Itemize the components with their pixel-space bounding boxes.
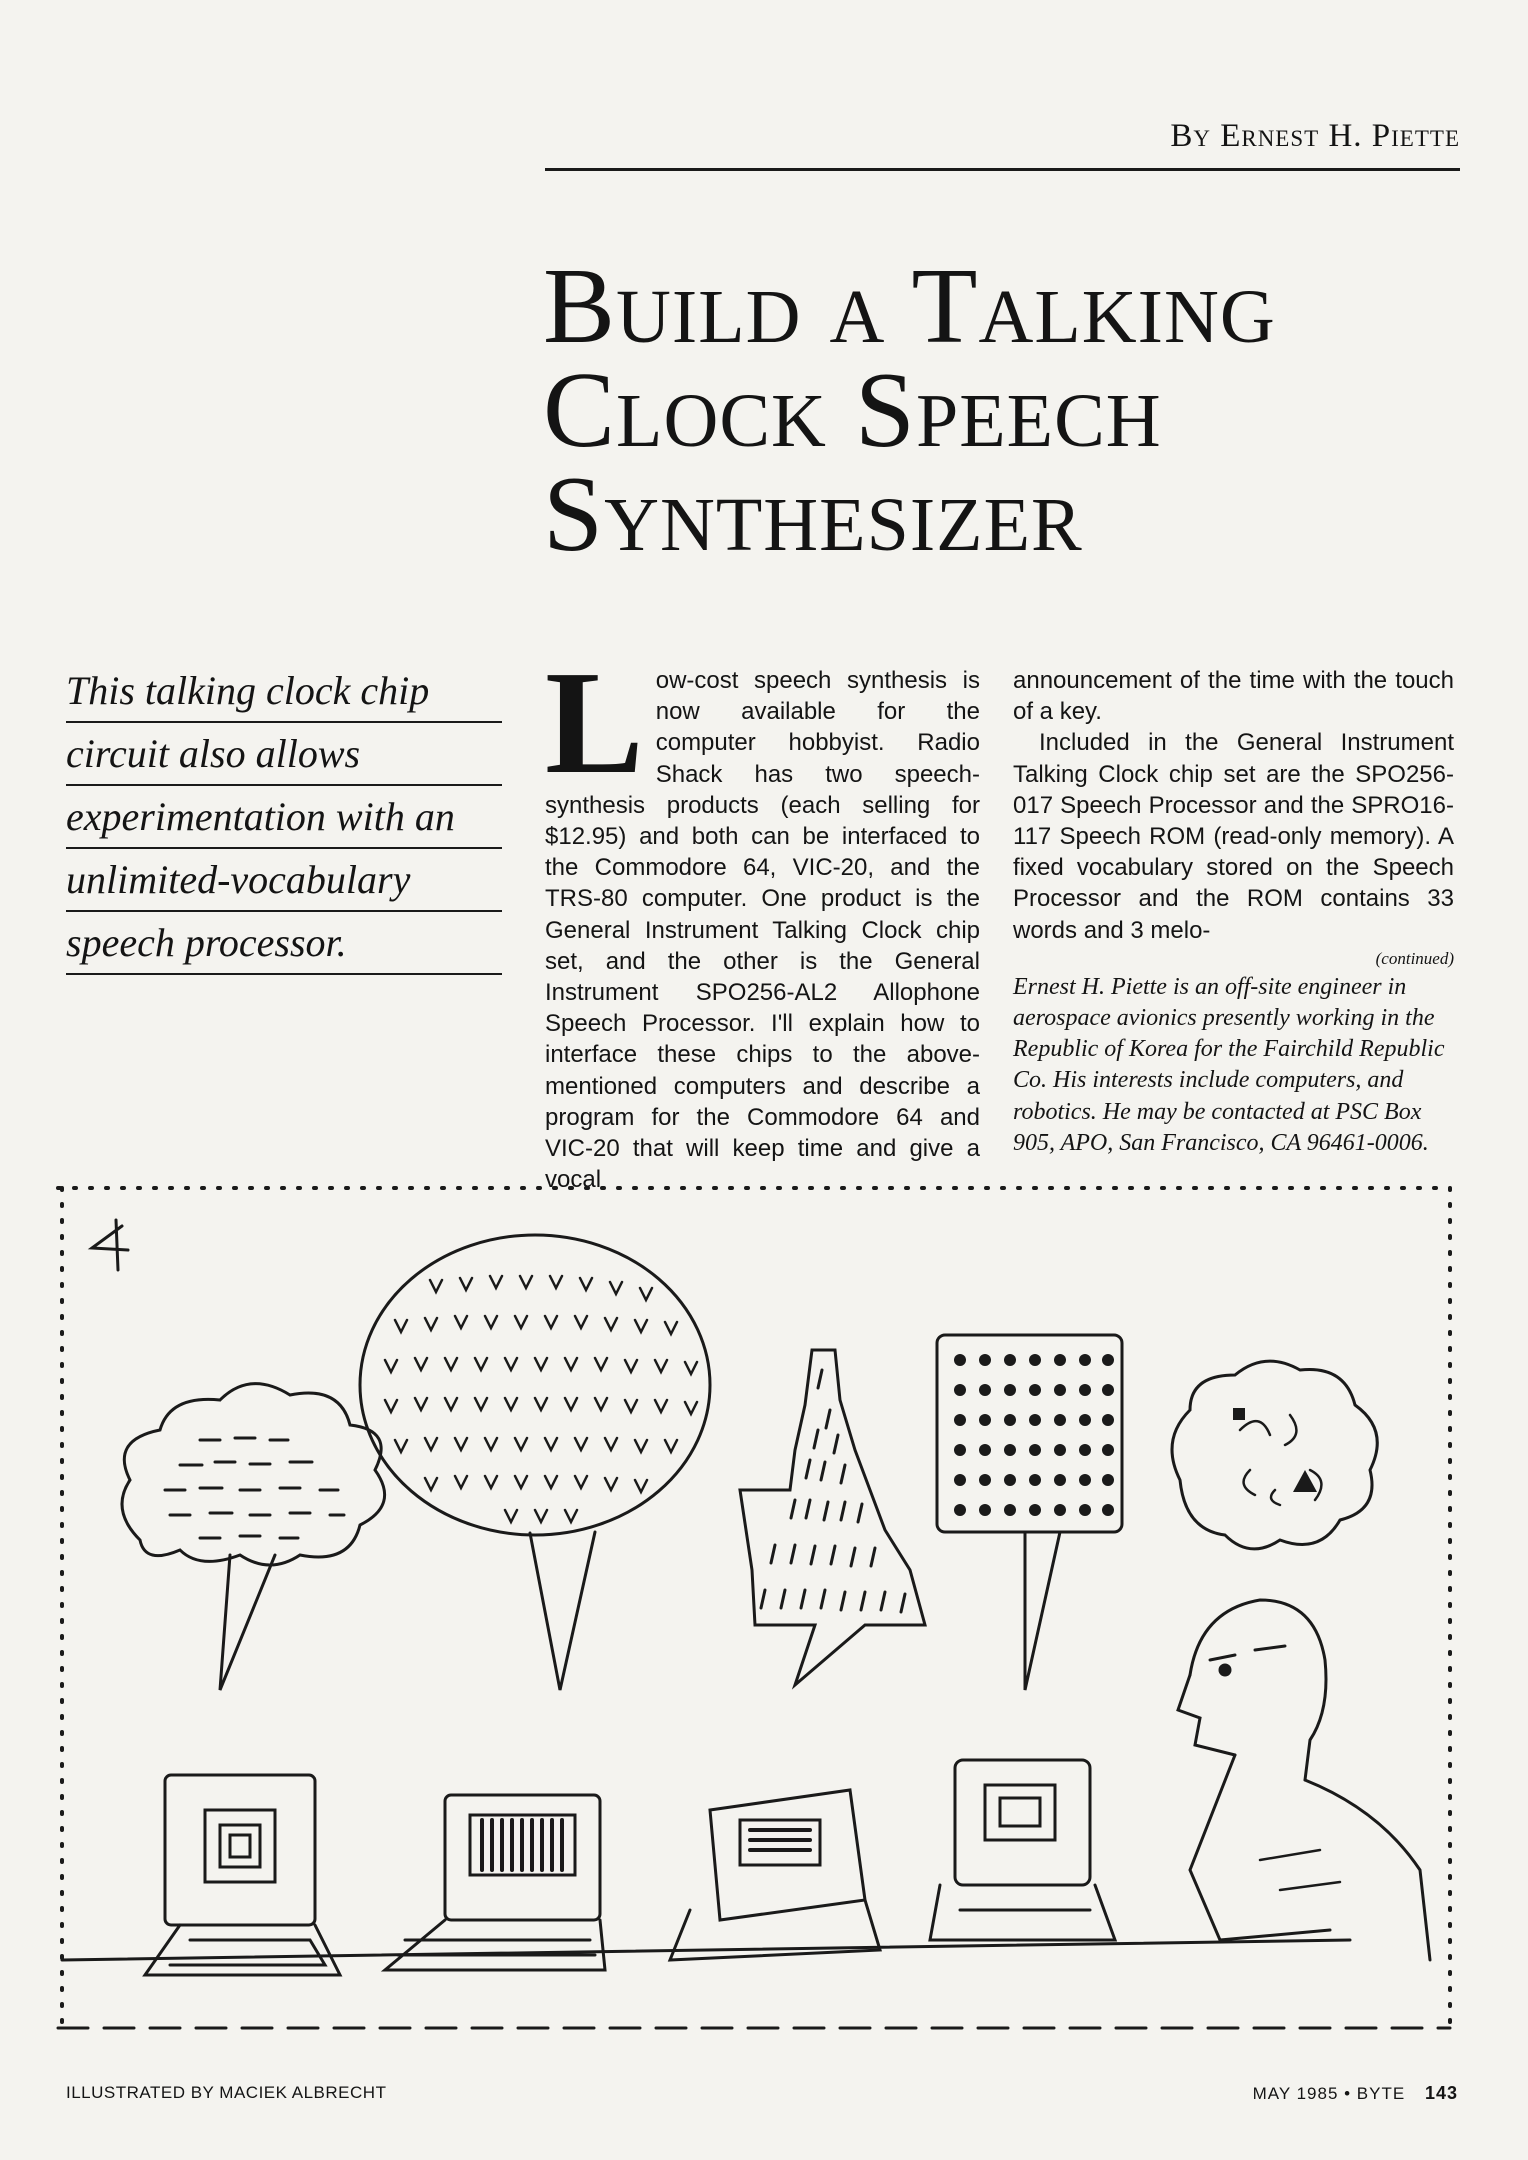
author-bio: Ernest H. Piette is an off-site engineer in aerospace avionics presently working in the Republic of Korea for the Fairchild Republic Co. His interests include computers, and robotics. He may be contacted at PSC Box 905, APO, San Francisco, CA 96461-0006. bbox=[1013, 973, 1445, 1156]
deck bbox=[66, 660, 502, 975]
corner-mark-icon bbox=[92, 1220, 128, 1270]
thought-cloud bbox=[1172, 1361, 1377, 1549]
article-title bbox=[543, 247, 1503, 574]
deck-line: speech processor. bbox=[66, 912, 502, 975]
deck-line: unlimited-vocabulary bbox=[66, 849, 502, 912]
computer-2 bbox=[385, 1795, 605, 1970]
person-figure bbox=[1178, 1600, 1430, 1960]
v-speech-bubble bbox=[360, 1235, 710, 1690]
dot-speech-bubble bbox=[937, 1335, 1122, 1690]
byline-rule bbox=[545, 168, 1460, 171]
illustration bbox=[50, 1170, 1470, 2050]
dash-speech-bubble bbox=[122, 1384, 385, 1690]
computer-4 bbox=[930, 1760, 1115, 1940]
title-line-1: Build a Talking bbox=[543, 247, 1276, 366]
issue-label: MAY 1985 • BYTE bbox=[1252, 2084, 1406, 2103]
body-paragraph: Included in the General Instrument Talking Clock chip set are the SPO256-017 Speech Processor and the SPRO16-117 Speech ROM (read-only memory). A fixed vocabulary stored on the Speech Processor and the ROM contains 33 words and 3 melo- bbox=[1013, 729, 1454, 944]
continued-note: (continued) bbox=[1375, 948, 1454, 968]
body-paragraph: announcement of the time with the touch of a key. bbox=[1013, 667, 1454, 726]
body-column-1 bbox=[545, 641, 980, 1195]
deck-line: experimentation with an bbox=[66, 786, 502, 849]
page-number: 143 bbox=[1424, 2083, 1458, 2103]
title-line-3: Synthesizer bbox=[543, 455, 1083, 574]
computer-1 bbox=[145, 1775, 340, 1975]
byline: By Ernest H. Piette bbox=[1170, 118, 1460, 154]
illustrator-credit: ILLUSTRATED BY MACIEK ALBRECHT bbox=[66, 2083, 387, 2102]
computer-3 bbox=[670, 1790, 880, 1960]
deck-line: circuit also allows bbox=[66, 723, 502, 786]
title-line-2: Clock Speech bbox=[543, 351, 1162, 470]
drop-cap: L bbox=[545, 641, 644, 805]
folio bbox=[1200, 2083, 1458, 2104]
stepped-speech-bubble bbox=[740, 1350, 925, 1685]
body-paragraph: ow-cost speech synthesis is now available for the computer hobbyist. Radio Shack has two speech-synthesis products (each selling for $12.95) and both can be interfaced to the Commodore 64, VIC-20, and the TRS-80 computer. One product is the General Instrument Talking Clock chip set, and the other is the General Instrument SPO256-AL2 Allophone Speech Processor. I'll explain how to interface these chips to the above-mentioned computers and describe a program for the Commodore 64 and VIC-20 that will keep time and give a vocal bbox=[545, 667, 980, 1194]
body-column-2 bbox=[1013, 665, 1454, 1159]
deck-line: This talking clock chip bbox=[66, 660, 502, 723]
